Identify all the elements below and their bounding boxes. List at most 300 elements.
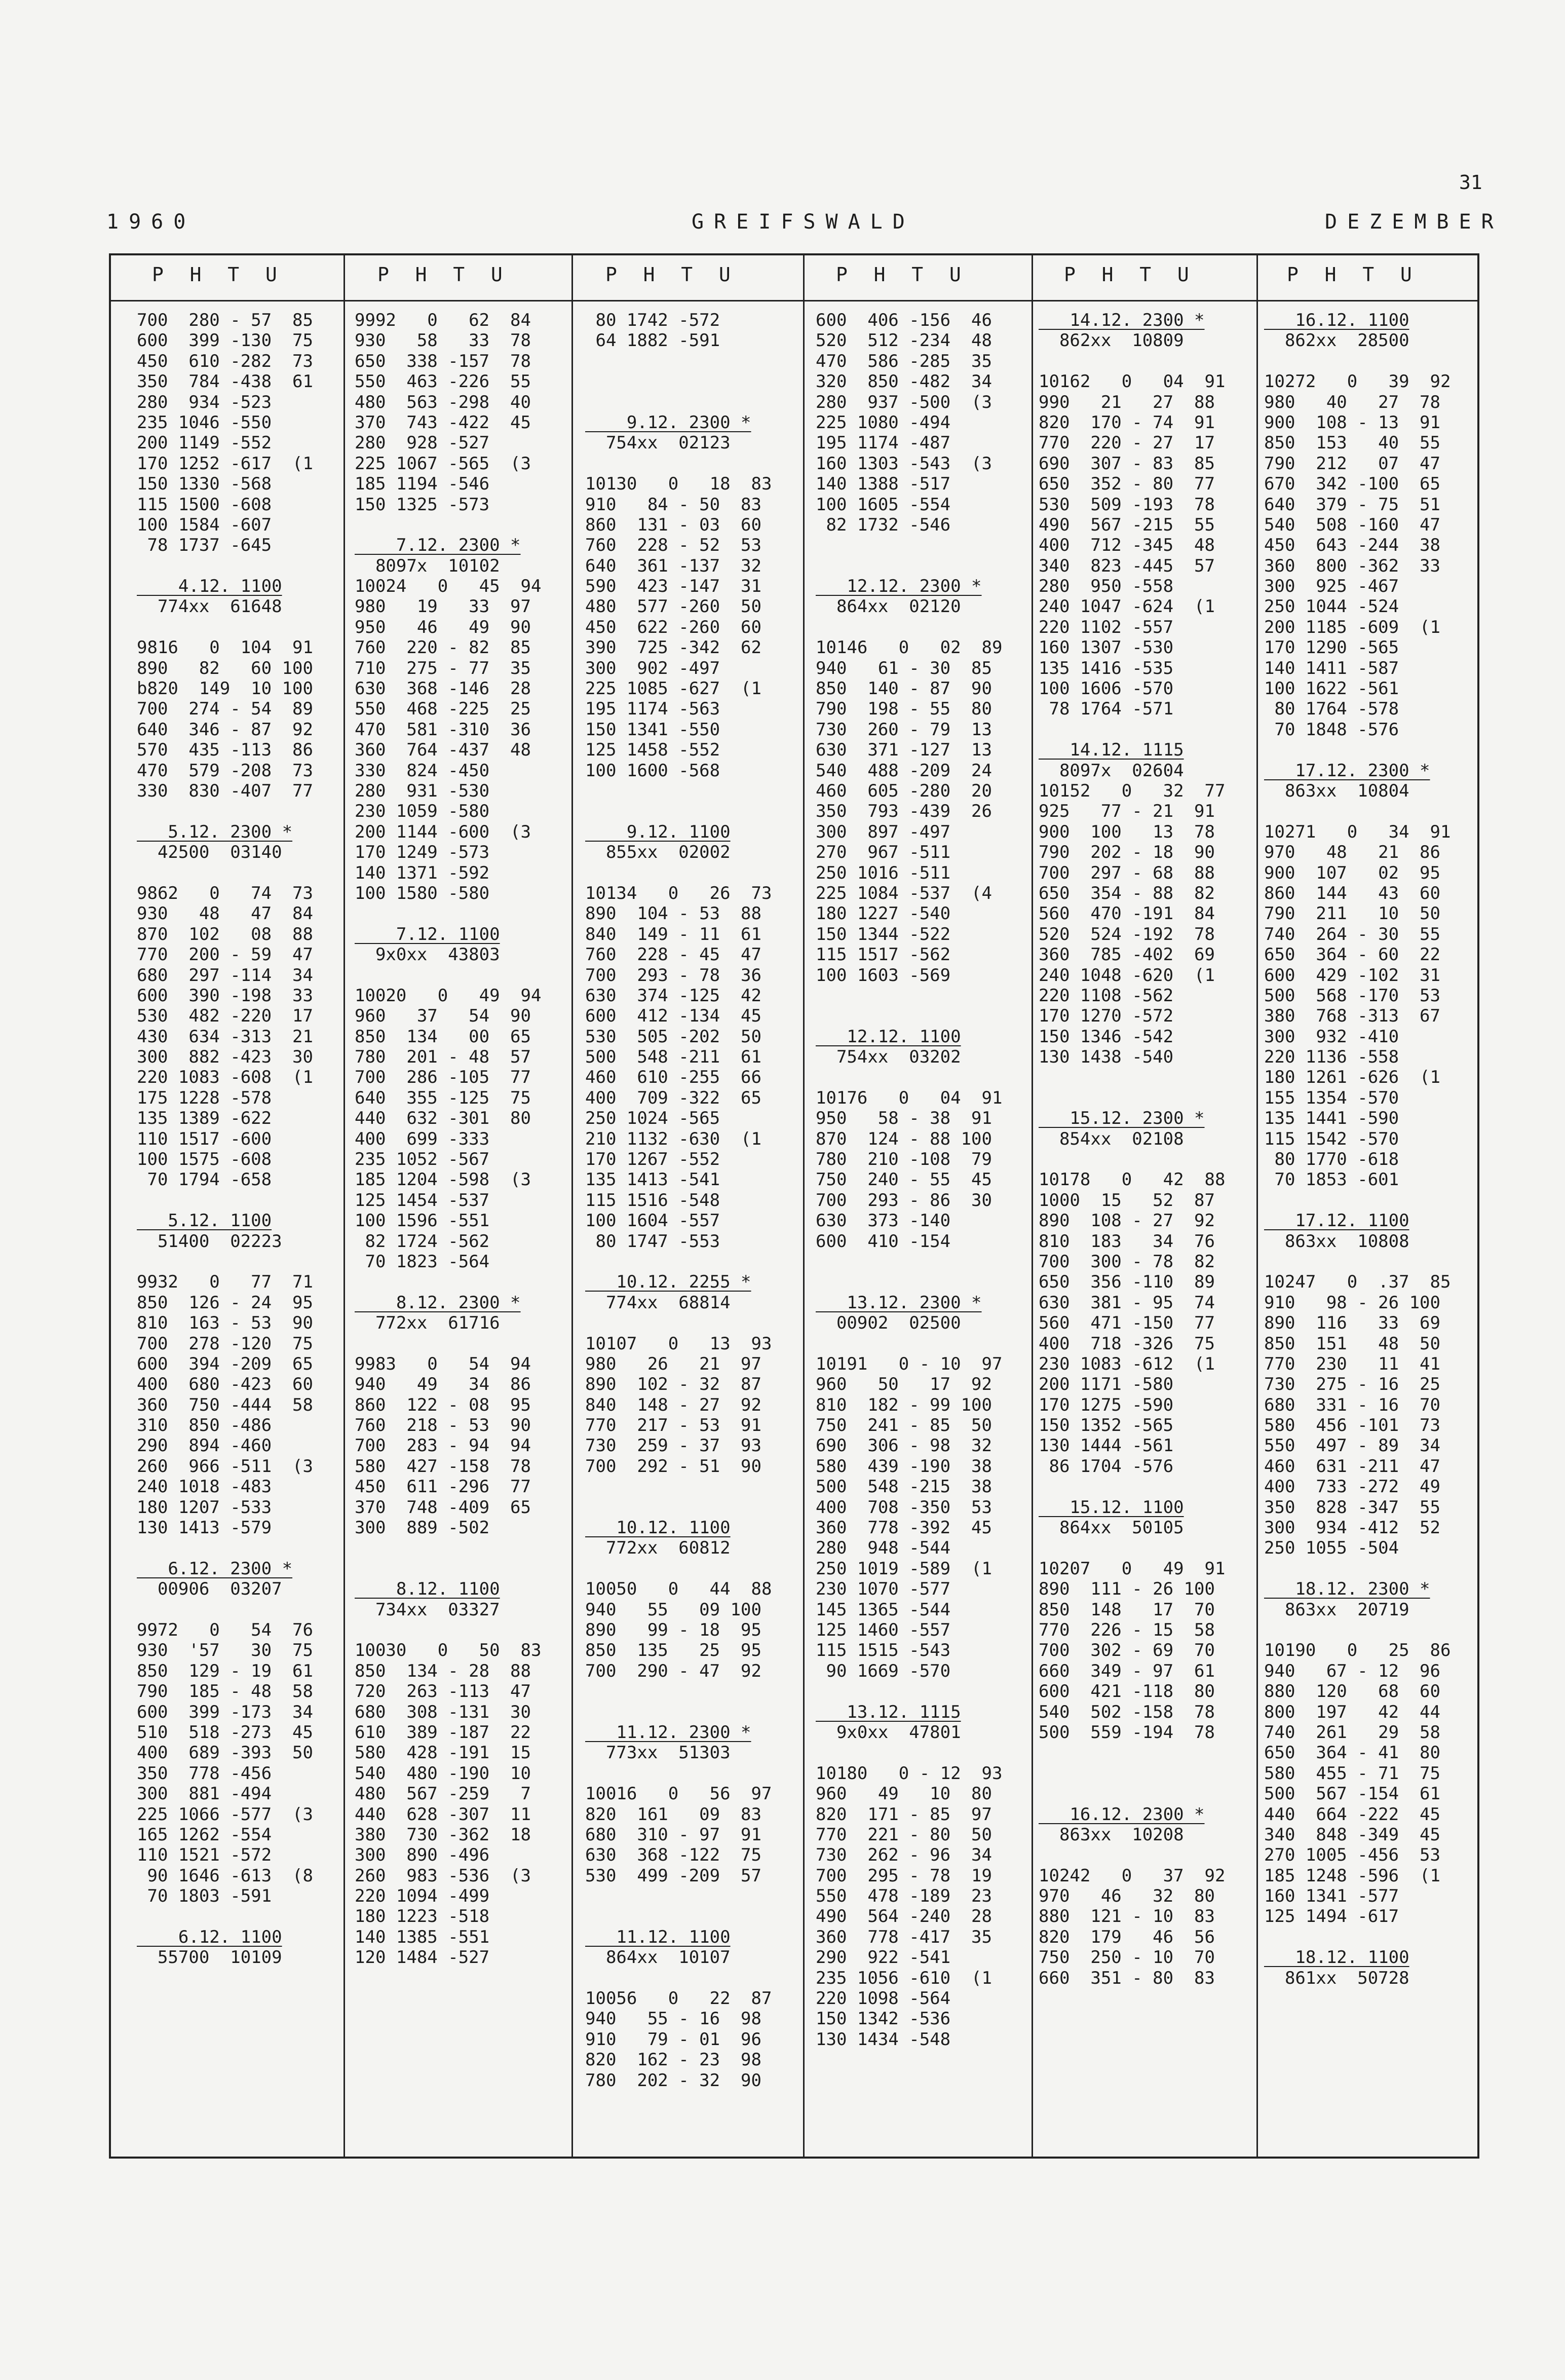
station-code: 772xx 61716 — [355, 1313, 500, 1334]
data-row: 185 1248 -596 (1 — [1264, 1865, 1440, 1886]
data-row: 600 421 -118 80 — [1039, 1681, 1215, 1702]
data-row: b820 149 10 100 — [137, 678, 313, 699]
data-row: 930 '57 30 75 — [137, 1640, 313, 1661]
data-row: 440 632 -301 80 — [355, 1108, 531, 1129]
section-heading: 15.12. 2300 * — [1039, 1108, 1205, 1129]
data-row: 180 1261 -626 (1 — [1264, 1067, 1440, 1088]
data-row: 540 508 -160 47 — [1264, 514, 1440, 535]
data-row: 130 1438 -540 — [1039, 1047, 1174, 1068]
data-row: 360 750 -444 58 — [137, 1394, 313, 1415]
data-row: 110 1517 -600 — [137, 1128, 272, 1149]
section-heading: 10.12. 1100 — [585, 1518, 731, 1538]
data-row: 80 1742 -572 — [585, 310, 720, 330]
data-row: 300 881 -494 — [137, 1784, 272, 1804]
data-row: 280 950 -558 — [1039, 576, 1174, 597]
blank-line — [355, 515, 541, 535]
data-row: 700 283 - 94 94 — [355, 1435, 531, 1456]
station-code: 773xx 51303 — [585, 1743, 731, 1763]
blank-line — [1039, 1743, 1225, 1763]
data-row: 780 202 - 32 90 — [585, 2070, 761, 2091]
data-row: 400 709 -322 65 — [585, 1087, 761, 1108]
data-row: 940 55 09 100 — [585, 1599, 761, 1620]
data-row: 810 163 - 53 90 — [137, 1313, 313, 1334]
section-heading: 18.12. 1100 — [1264, 1947, 1409, 1968]
data-row: 700 295 - 78 19 — [816, 1865, 992, 1886]
blank-line — [816, 535, 1002, 555]
blank-line — [1264, 740, 1451, 760]
data-row: 360 778 -392 45 — [816, 1518, 992, 1538]
data-row: 610 389 -187 22 — [355, 1722, 531, 1743]
station-code: 863xx 10208 — [1039, 1824, 1184, 1845]
blank-line — [355, 1538, 541, 1558]
data-row: 340 823 -445 57 — [1039, 555, 1215, 576]
data-row: 840 148 - 27 92 — [585, 1394, 761, 1415]
station-code: 774xx 68814 — [585, 1292, 731, 1313]
data-row: 280 931 -530 — [355, 780, 490, 801]
data-row: 115 1517 -562 — [816, 945, 951, 965]
data-row: 220 1098 -564 — [816, 1988, 951, 2009]
blank-line — [1264, 1252, 1451, 1272]
data-row: 680 310 - 97 91 — [585, 1824, 761, 1845]
data-row: 900 107 02 95 — [1264, 862, 1440, 883]
column-separator — [803, 253, 805, 2159]
data-row: 730 260 - 79 13 — [816, 719, 992, 740]
data-row: 10050 0 44 88 — [585, 1579, 772, 1600]
blank-line — [585, 1906, 772, 1926]
data-row: 890 108 - 27 92 — [1039, 1211, 1215, 1231]
data-row: 225 1084 -537 (4 — [816, 883, 992, 903]
data-row: 130 1444 -561 — [1039, 1435, 1174, 1456]
data-row: 70 1848 -576 — [1264, 719, 1399, 740]
header-station: GREIFSWALD — [692, 210, 915, 234]
data-row: 130 1434 -548 — [816, 2029, 951, 2050]
data-row: 580 455 - 71 75 — [1264, 1763, 1440, 1784]
data-row: 790 185 - 48 58 — [137, 1681, 313, 1702]
data-row: 910 84 - 50 83 — [585, 494, 761, 515]
data-row: 200 1149 -552 — [137, 433, 272, 454]
data-row: 320 850 -482 34 — [816, 371, 992, 392]
station-code: 864xx 02120 — [816, 596, 961, 617]
data-row: 250 1024 -565 — [585, 1108, 720, 1129]
data-row: 300 897 -497 — [816, 821, 951, 842]
section-heading: 14.12. 1115 — [1039, 740, 1184, 761]
data-row: 650 356 -110 89 — [1039, 1272, 1215, 1293]
section-heading: 4.12. 1100 — [137, 576, 282, 597]
data-row: 500 548 -215 38 — [816, 1477, 992, 1497]
data-row: 10180 0 - 12 93 — [816, 1763, 1003, 1784]
data-row: 70 1794 -658 — [137, 1169, 272, 1190]
data-row: 840 149 - 11 61 — [585, 924, 761, 945]
section-heading: 5.12. 1100 — [137, 1211, 272, 1231]
data-row: 690 307 - 83 85 — [1039, 453, 1215, 474]
data-row: 940 67 - 12 96 — [1264, 1660, 1440, 1681]
data-row: 225 1085 -627 (1 — [585, 678, 761, 699]
column-separator — [1032, 253, 1033, 2159]
data-row: 250 1044 -524 — [1264, 596, 1399, 617]
column-header: P H T U — [377, 263, 504, 286]
data-row: 790 202 - 18 90 — [1039, 842, 1215, 863]
section-heading: 17.12. 2300 * — [1264, 760, 1430, 781]
data-row: 1000 15 52 87 — [1039, 1190, 1215, 1211]
data-row: 680 308 -131 30 — [355, 1702, 531, 1722]
blank-line — [1264, 1190, 1451, 1211]
section-heading: 6.12. 1100 — [137, 1926, 282, 1947]
data-row: 630 368 -122 75 — [585, 1845, 761, 1866]
data-row: 150 1352 -565 — [1039, 1415, 1174, 1436]
data-row: 760 220 - 82 85 — [355, 637, 531, 658]
data-row: 890 104 - 53 88 — [585, 903, 761, 924]
data-row: 195 1174 -563 — [585, 699, 720, 720]
data-row: 330 830 -407 77 — [137, 780, 313, 801]
data-row: 125 1494 -617 — [1264, 1906, 1399, 1927]
data-row: 350 784 -438 61 — [137, 371, 313, 392]
data-row: 770 226 - 15 58 — [1039, 1620, 1215, 1640]
data-row: 310 850 -486 — [137, 1415, 272, 1436]
data-row: 260 983 -536 (3 — [355, 1865, 531, 1886]
data-row: 820 170 - 74 91 — [1039, 412, 1215, 433]
data-row: 960 50 17 92 — [816, 1374, 992, 1395]
data-row: 850 153 40 55 — [1264, 433, 1440, 454]
data-row: 700 286 -105 77 — [355, 1067, 531, 1088]
section-heading: 17.12. 1100 — [1264, 1211, 1409, 1231]
data-row: 460 605 -280 20 — [816, 780, 992, 801]
data-row: 380 768 -313 67 — [1264, 1006, 1440, 1027]
section-heading: 8.12. 2300 * — [355, 1292, 521, 1313]
data-row: 10134 0 26 73 — [585, 883, 772, 903]
data-row: 850 129 - 19 61 — [137, 1660, 313, 1681]
section-heading: 8.12. 1100 — [355, 1579, 500, 1600]
data-row: 290 922 -541 — [816, 1947, 951, 1968]
header-month: DEZEMBER — [1325, 210, 1504, 234]
data-row: 500 568 -170 53 — [1264, 985, 1440, 1006]
data-column-6 — [1264, 310, 1451, 1988]
section-heading: 11.12. 1100 — [585, 1926, 731, 1947]
data-row: 170 1249 -573 — [355, 842, 490, 863]
data-row: 940 61 - 30 85 — [816, 658, 992, 678]
blank-line — [585, 1313, 772, 1333]
blank-line — [585, 1886, 772, 1906]
data-row: 250 1016 -511 — [816, 862, 951, 883]
data-row: 370 748 -409 65 — [355, 1497, 531, 1518]
data-row: 550 463 -226 55 — [355, 371, 531, 392]
data-row: 980 26 21 97 — [585, 1353, 761, 1374]
section-heading: 6.12. 2300 * — [137, 1558, 293, 1579]
data-row: 300 934 -412 52 — [1264, 1518, 1440, 1538]
data-row: 510 518 -273 45 — [137, 1722, 313, 1743]
station-code: 00902 02500 — [816, 1313, 961, 1334]
blank-line — [1264, 1927, 1451, 1947]
section-heading: 7.12. 1100 — [355, 924, 500, 945]
section-heading: 5.12. 2300 * — [137, 821, 293, 842]
data-row: 480 567 -259 7 — [355, 1784, 531, 1804]
data-row: 630 373 -140 — [816, 1211, 951, 1231]
data-row: 700 293 - 78 36 — [585, 965, 761, 986]
data-row: 430 634 -313 21 — [137, 1026, 313, 1047]
data-row: 200 1144 -600 (3 — [355, 821, 531, 842]
data-row: 530 482 -220 17 — [137, 1006, 313, 1027]
column-header: P H T U — [605, 263, 732, 286]
data-row: 650 364 - 41 80 — [1264, 1743, 1440, 1763]
data-row: 530 509 -193 78 — [1039, 494, 1215, 515]
data-row: 820 161 09 83 — [585, 1804, 761, 1825]
data-row: 460 631 -211 47 — [1264, 1456, 1440, 1477]
data-row: 810 182 - 99 100 — [816, 1394, 992, 1415]
data-column-4 — [816, 310, 1002, 2050]
data-row: 150 1344 -522 — [816, 924, 951, 945]
data-row: 155 1354 -570 — [1264, 1087, 1399, 1108]
blank-line — [585, 1681, 772, 1702]
section-heading: 16.12. 1100 — [1264, 310, 1409, 330]
data-row: 180 1223 -518 — [355, 1906, 490, 1927]
data-row: 225 1080 -494 — [816, 412, 951, 433]
station-code: 9x0xx 47801 — [816, 1722, 961, 1743]
data-row: 200 1185 -609 (1 — [1264, 617, 1440, 637]
data-row: 480 563 -298 40 — [355, 392, 531, 412]
data-row: 10020 0 49 94 — [355, 985, 542, 1006]
data-row: 370 743 -422 45 — [355, 412, 531, 433]
blank-line — [1264, 801, 1451, 821]
data-row: 150 1325 -573 — [355, 494, 490, 515]
data-row: 970 46 32 80 — [1039, 1886, 1215, 1907]
data-row: 270 1005 -456 53 — [1264, 1845, 1440, 1866]
data-row: 90 1669 -570 — [816, 1660, 951, 1681]
data-row: 720 263 -113 47 — [355, 1681, 531, 1702]
data-row: 600 394 -209 65 — [137, 1353, 313, 1374]
data-row: 940 49 34 86 — [355, 1374, 531, 1395]
blank-line — [1264, 1559, 1451, 1579]
station-code: 772xx 60812 — [585, 1538, 731, 1559]
data-row: 300 882 -423 30 — [137, 1047, 313, 1068]
data-row: 100 1606 -570 — [1039, 678, 1174, 699]
column-separator — [1256, 253, 1258, 2159]
blank-line — [355, 965, 541, 986]
blank-line — [137, 1190, 313, 1211]
data-row: 250 1019 -589 (1 — [816, 1558, 992, 1579]
data-row: 600 390 -198 33 — [137, 985, 313, 1006]
data-row: 500 548 -211 61 — [585, 1047, 761, 1068]
blank-line — [355, 1334, 541, 1354]
data-row: 980 19 33 97 — [355, 596, 531, 617]
section-heading: 13.12. 2300 * — [816, 1292, 982, 1313]
data-row: 960 37 54 90 — [355, 1006, 531, 1027]
data-row: 100 1604 -557 — [585, 1211, 720, 1231]
data-row: 240 1048 -620 (1 — [1039, 965, 1215, 986]
column-header: P H T U — [836, 263, 962, 286]
data-row: 480 577 -260 50 — [585, 596, 761, 617]
blank-line — [816, 1252, 1002, 1272]
data-row: 700 280 - 57 85 — [137, 310, 313, 330]
data-column-5 — [1039, 310, 1225, 1988]
data-row: 820 162 - 23 98 — [585, 2050, 761, 2070]
data-row: 580 439 -190 38 — [816, 1456, 992, 1477]
data-row: 980 40 27 78 — [1264, 392, 1440, 412]
data-row: 165 1262 -554 — [137, 1824, 272, 1845]
data-row: 450 611 -296 77 — [355, 1477, 531, 1497]
data-row: 100 1596 -551 — [355, 1211, 490, 1231]
data-row: 740 264 - 30 55 — [1264, 924, 1440, 945]
blank-line — [585, 1497, 772, 1518]
data-row: 990 21 27 88 — [1039, 392, 1215, 412]
data-row: 770 221 - 80 50 — [816, 1824, 992, 1845]
station-code: 863xx 10804 — [1264, 780, 1409, 801]
data-row: 580 456 -101 73 — [1264, 1415, 1440, 1436]
data-row: 520 524 -192 78 — [1039, 924, 1215, 945]
data-row: 640 361 -137 32 — [585, 555, 761, 576]
blank-line — [1039, 1149, 1225, 1169]
data-row: 220 1083 -608 (1 — [137, 1067, 313, 1088]
station-code: 862xx 28500 — [1264, 330, 1409, 351]
blank-line — [1039, 1784, 1225, 1804]
data-row: 100 1575 -608 — [137, 1149, 272, 1170]
section-heading: 9.12. 2300 * — [585, 412, 751, 433]
data-row: 870 124 - 88 100 — [816, 1128, 992, 1149]
data-row: 450 643 -244 38 — [1264, 535, 1440, 556]
data-row: 135 1413 -541 — [585, 1169, 720, 1190]
data-row: 300 902 -497 — [585, 658, 720, 678]
data-column-3 — [585, 310, 772, 2091]
data-row: 10247 0 .37 85 — [1264, 1272, 1451, 1293]
data-row: 890 99 - 18 95 — [585, 1620, 761, 1640]
data-row: 400 718 -326 75 — [1039, 1333, 1215, 1354]
data-row: 240 1018 -483 — [137, 1477, 272, 1497]
data-row: 880 121 - 10 83 — [1039, 1906, 1215, 1927]
station-code: 854xx 02108 — [1039, 1128, 1184, 1149]
data-row: 540 480 -190 10 — [355, 1763, 531, 1784]
blank-line — [816, 1681, 1002, 1702]
data-row: 860 122 - 08 95 — [355, 1394, 531, 1415]
data-row: 550 468 -225 25 — [355, 699, 531, 720]
blank-line — [355, 1559, 541, 1579]
section-heading: 15.12. 1100 — [1039, 1497, 1184, 1518]
data-row: 900 108 - 13 91 — [1264, 412, 1440, 433]
data-row: 195 1174 -487 — [816, 433, 951, 454]
data-row: 160 1307 -530 — [1039, 637, 1174, 658]
data-row: 100 1603 -569 — [816, 965, 951, 986]
data-row: 470 579 -208 73 — [137, 760, 313, 781]
data-row: 100 1622 -561 — [1264, 678, 1399, 699]
data-row: 220 1108 -562 — [1039, 985, 1174, 1006]
station-code: 864xx 10107 — [585, 1947, 731, 1968]
data-row: 600 410 -154 — [816, 1231, 951, 1252]
data-row: 130 1413 -579 — [137, 1518, 272, 1538]
data-row: 900 100 13 78 — [1039, 821, 1215, 842]
data-row: 400 689 -393 50 — [137, 1743, 313, 1763]
data-row: 10130 0 18 83 — [585, 474, 772, 495]
station-code: 51400 02223 — [137, 1231, 282, 1252]
section-heading: 13.12. 1115 — [816, 1702, 961, 1722]
blank-line — [816, 986, 1002, 1006]
data-row: 300 925 -467 — [1264, 576, 1399, 597]
data-row: 700 297 - 68 88 — [1039, 862, 1215, 883]
data-row: 940 55 - 16 98 — [585, 2009, 761, 2029]
data-row: 490 564 -240 28 — [816, 1906, 992, 1927]
data-row: 280 928 -527 — [355, 433, 490, 454]
data-row: 135 1416 -535 — [1039, 658, 1174, 678]
blank-line — [1039, 351, 1225, 371]
data-row: 640 379 - 75 51 — [1264, 494, 1440, 515]
section-heading: 16.12. 2300 * — [1039, 1804, 1205, 1825]
data-row: 890 116 33 69 — [1264, 1313, 1440, 1334]
data-row: 890 102 - 32 87 — [585, 1374, 761, 1395]
blank-line — [355, 1620, 541, 1640]
data-row: 850 126 - 24 95 — [137, 1292, 313, 1313]
data-row: 70 1853 -601 — [1264, 1169, 1399, 1190]
data-row: 9816 0 104 91 — [137, 637, 313, 658]
blank-line — [1039, 1477, 1225, 1497]
data-row: 115 1515 -543 — [816, 1640, 951, 1661]
data-row: 10271 0 34 91 — [1264, 821, 1451, 842]
data-row: 170 1275 -590 — [1039, 1394, 1174, 1415]
data-row: 400 708 -350 53 — [816, 1497, 992, 1518]
data-row: 700 302 - 69 70 — [1039, 1640, 1215, 1661]
station-code: 864xx 50105 — [1039, 1518, 1184, 1538]
data-row: 850 135 25 95 — [585, 1640, 761, 1661]
data-row: 10146 0 02 89 — [816, 637, 1003, 658]
data-row: 140 1388 -517 — [816, 474, 951, 495]
blank-line — [585, 781, 772, 801]
data-row: 100 1605 -554 — [816, 494, 951, 515]
data-row: 470 581 -310 36 — [355, 719, 531, 740]
data-row: 235 1056 -610 (1 — [816, 1968, 992, 1988]
section-heading: 11.12. 2300 * — [585, 1722, 751, 1743]
data-row: 570 435 -113 86 — [137, 740, 313, 761]
blank-line — [585, 1252, 772, 1272]
data-row: 630 371 -127 13 — [816, 740, 992, 761]
data-row: 240 1047 -624 (1 — [1039, 596, 1215, 617]
data-row: 770 200 - 59 47 — [137, 945, 313, 965]
data-row: 870 102 08 88 — [137, 924, 313, 945]
data-row: 10207 0 49 91 — [1039, 1558, 1226, 1579]
column-separator — [343, 253, 345, 2159]
data-row: 930 48 47 84 — [137, 903, 313, 924]
data-row: 860 144 43 60 — [1264, 883, 1440, 903]
data-row: 220 1102 -557 — [1039, 617, 1174, 637]
data-row: 115 1542 -570 — [1264, 1128, 1399, 1149]
section-heading: 9.12. 1100 — [585, 821, 731, 842]
data-row: 300 932 -410 — [1264, 1026, 1399, 1047]
data-row: 400 712 -345 48 — [1039, 535, 1215, 556]
data-row: 460 610 -255 66 — [585, 1067, 761, 1088]
data-row: 330 824 -450 — [355, 760, 490, 781]
data-row: 270 967 -511 — [816, 842, 951, 863]
data-row: 150 1341 -550 — [585, 719, 720, 740]
data-row: 760 228 - 45 47 — [585, 945, 761, 965]
data-row: 135 1389 -622 — [137, 1108, 272, 1129]
data-row: 710 275 - 77 35 — [355, 658, 531, 678]
blank-line — [585, 1702, 772, 1722]
data-row: 930 58 33 78 — [355, 330, 531, 351]
section-heading: 18.12. 2300 * — [1264, 1579, 1430, 1600]
section-heading: 12.12. 1100 — [816, 1026, 961, 1047]
blank-line — [137, 1906, 313, 1926]
data-row: 350 828 -347 55 — [1264, 1497, 1440, 1518]
data-row: 400 733 -272 49 — [1264, 1477, 1440, 1497]
data-row: 760 228 - 52 53 — [585, 535, 761, 556]
data-row: 580 428 -191 15 — [355, 1743, 531, 1763]
blank-line — [585, 1968, 772, 1988]
blank-line — [137, 1538, 313, 1558]
data-row: 530 499 -209 57 — [585, 1865, 761, 1886]
data-row: 230 1070 -577 — [816, 1579, 951, 1600]
blank-line — [137, 801, 313, 821]
data-row: 210 1132 -630 (1 — [585, 1128, 761, 1149]
data-row: 910 79 - 01 96 — [585, 2029, 761, 2050]
column-separator — [571, 253, 573, 2159]
data-row: 780 210 -108 79 — [816, 1149, 992, 1170]
data-row: 890 111 - 26 100 — [1039, 1579, 1215, 1600]
data-row: 700 292 - 51 90 — [585, 1456, 761, 1477]
data-row: 100 1600 -568 — [585, 760, 720, 781]
